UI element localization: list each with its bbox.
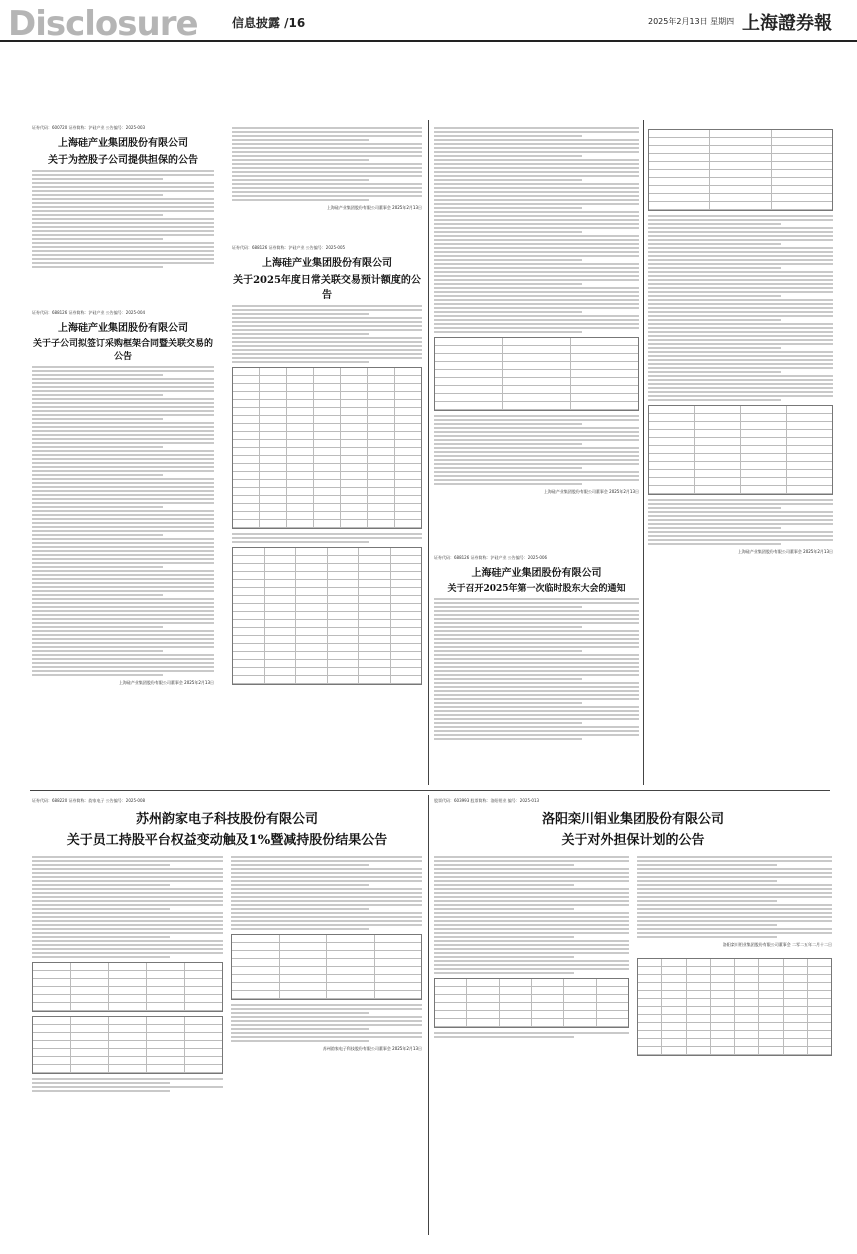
data-table [232,547,422,685]
data-table [434,978,629,1028]
column-divider [428,795,429,1235]
notice-continuation [648,125,833,785]
notice-external-guarantee [434,798,832,1238]
data-table [231,934,422,1000]
notice-body [32,170,214,268]
issue-date: 2025年2月13日 星期四 [648,17,735,26]
data-table [232,367,422,529]
section-title: 信息披露 /16 [232,16,306,30]
notice-title: 关于对外担保计划的公告 [561,833,705,848]
notice-signature: 上海硅产业集团股份有限公司董事会 2025年2月13日 [737,549,833,554]
notice-meta: 证券代码：688126 证券简称：沪硅产业 公告编号：2025-005 [232,245,346,250]
notice-meta: 证券代码：688220 证券简称：韵家电子 公告编号：2025-008 [32,798,146,803]
section-brand: Disclosure [8,4,198,44]
data-table [32,962,223,1012]
notice-related-transaction [32,310,214,785]
notice-title: 关于为控股子公司提供担保的公告 [48,155,198,166]
notice-signature: 洛阳栾川钼业集团股份有限公司董事会 二零二五年二月十二日 [722,942,832,947]
data-table [637,958,832,1056]
notice-meta: 股票代码：603993 股票简称：洛阳钼业 编号：2025-013 [434,798,540,803]
notice-body [434,854,832,1060]
notice-daily-related-transactions [232,245,422,785]
data-table [32,1016,223,1074]
notice-body [434,598,639,740]
notice-employee-shareholding [32,798,422,1238]
company-name: 上海硅产业集团股份有限公司 [471,568,602,579]
newspaper-name: 上海證券報 [742,13,832,34]
page-header [0,0,857,42]
notice-meta: 证券代码：600720 证券简称：沪硅产业 公告编号：2025-003 [32,125,146,130]
data-table [648,129,833,211]
notice-signature: 上海硅产业集团股份有限公司董事会 2025年2月13日 [543,489,639,494]
notice-signature: 上海硅产业集团股份有限公司董事会 2025年2月13日 [118,680,214,685]
data-table [434,337,639,411]
notice-title: 关于召开2025年第一次临时股东大会的通知 [447,584,626,594]
section-divider [30,790,830,791]
notice-body [32,854,422,1094]
notice-meta: 证券代码：688126 证券简称：沪硅产业 公告编号：2025-004 [32,310,146,315]
notice-guarantee-subsidiary [32,125,214,305]
column-divider [428,120,429,785]
notice-body [32,366,214,676]
company-name: 上海硅产业集团股份有限公司 [262,258,392,269]
notice-title: 关于员工持股平台权益变动触及1%暨减持股份结果公告 [66,833,388,848]
notice-body [232,305,422,363]
company-name: 上海硅产业集团股份有限公司 [58,138,188,149]
notice-signature: 苏州韵家电子科技股份有限公司董事会 2025年2月13日 [322,1046,422,1051]
notice-signature: 上海硅产业集团股份有限公司董事会 2025年2月13日 [326,205,422,210]
company-name: 上海硅产业集团股份有限公司 [58,323,188,334]
notice-title: 关于2025年度日常关联交易预计额度的公告 [233,275,421,301]
column-divider [643,120,644,785]
notice-shareholder-meeting [434,555,639,785]
company-name: 苏州韵家电子科技股份有限公司 [135,812,318,827]
company-name: 洛阳栾川钼业集团股份有限公司 [541,812,724,827]
notice-continuation [232,125,422,240]
notice-meta: 证券代码：688126 证券简称：沪硅产业 公告编号：2025-006 [434,555,548,560]
data-table [648,405,833,495]
notice-title: 关于子公司拟签订采购框架合同暨关联交易的公告 [32,339,213,362]
